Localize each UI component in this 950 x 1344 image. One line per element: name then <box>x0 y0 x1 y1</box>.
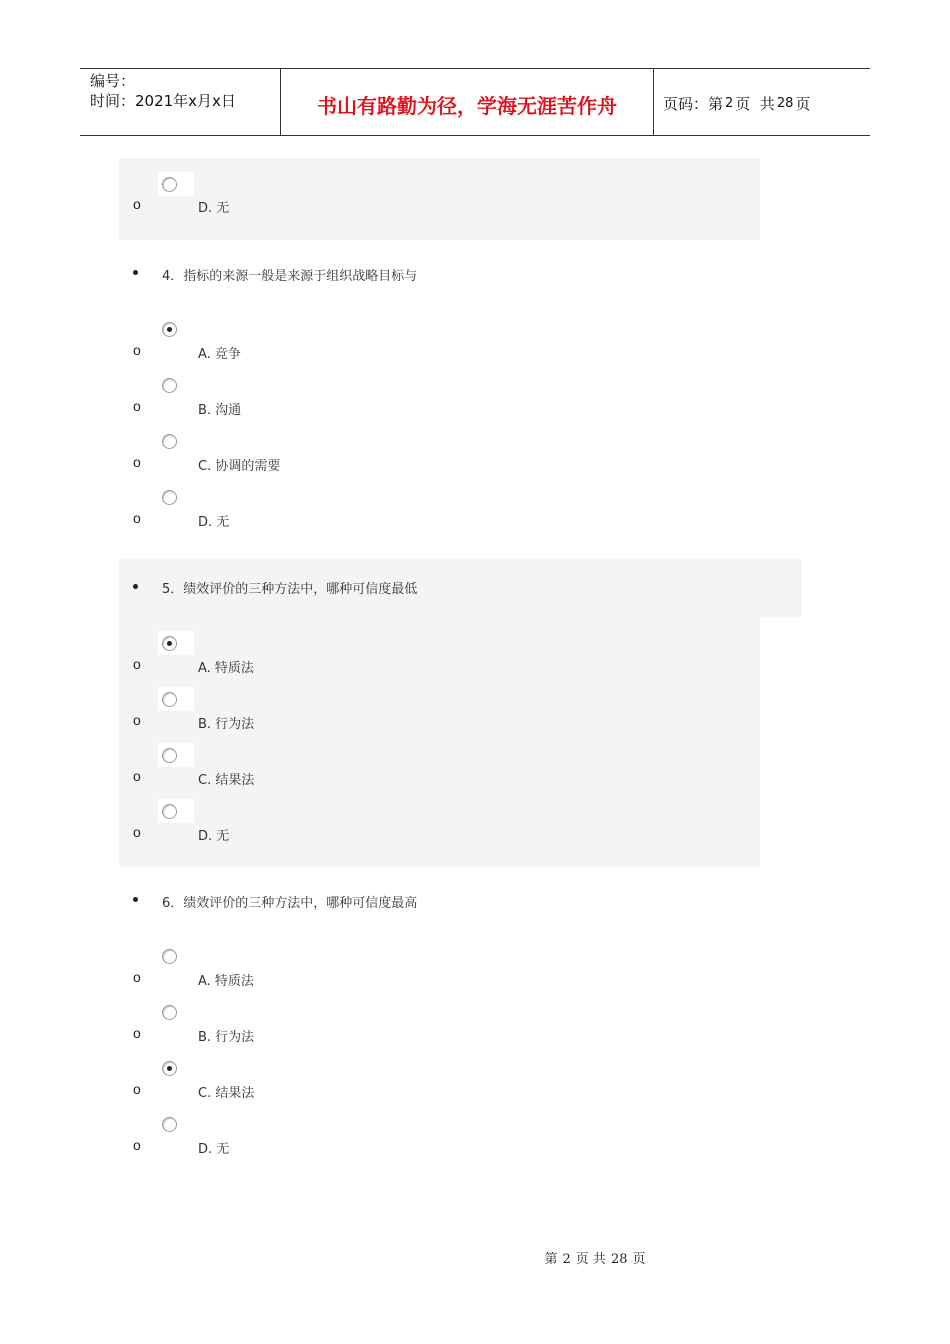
page-header <box>80 68 870 136</box>
list-bullet: o <box>133 1081 141 1097</box>
question-text: 5．绩效评价的三种方法中，哪种可信度最低 <box>162 582 418 597</box>
list-bullet: o <box>133 969 141 985</box>
list-bullet: o <box>133 342 141 358</box>
radio-button-b[interactable] <box>162 378 177 393</box>
number-label: 编号： <box>90 72 136 90</box>
header-page-number <box>654 69 870 135</box>
option-label: D. 无 <box>198 201 230 216</box>
list-bullet: o <box>133 510 141 526</box>
page-label-mid: 页 共 <box>735 94 775 113</box>
question-bullet <box>133 584 138 589</box>
list-bullet: o <box>133 1025 141 1041</box>
footer-current: 2 <box>562 1252 571 1267</box>
radio-button-c[interactable] <box>162 1061 177 1076</box>
question-text: 4．指标的来源一般是来源于组织战略目标与 <box>162 269 418 284</box>
radio-button-a[interactable] <box>162 949 177 964</box>
radio-button-d[interactable] <box>162 804 177 819</box>
footer-prefix: 第 <box>544 1252 558 1267</box>
radio-button[interactable] <box>162 177 177 192</box>
radio-button-d[interactable] <box>162 490 177 505</box>
list-bullet: o <box>133 656 141 672</box>
question-text: 6．绩效评价的三种方法中，哪种可信度最高 <box>162 896 418 911</box>
option-label-a: A. 特质法 <box>198 974 254 989</box>
list-bullet: o <box>133 1137 141 1153</box>
radio-button-c[interactable] <box>162 434 177 449</box>
question-bullet <box>133 897 138 902</box>
option-label-c: C. 结果法 <box>198 1086 255 1101</box>
page-total: 28 <box>776 95 794 111</box>
radio-button-b[interactable] <box>162 1005 177 1020</box>
list-bullet: o <box>133 768 141 784</box>
option-label-c: C. 结果法 <box>198 773 255 788</box>
footer-total: 28 <box>610 1252 628 1267</box>
question-bullet <box>133 270 138 275</box>
page-label-prefix: 页码：第 <box>663 94 724 113</box>
list-bullet: o <box>133 398 141 414</box>
time-label: 时间：2021年x月x日 <box>90 92 236 110</box>
header-meta <box>80 69 281 135</box>
option-label-b: B. 行为法 <box>198 717 255 732</box>
radio-button-c[interactable] <box>162 748 177 763</box>
option-label-d: D. 无 <box>198 1142 230 1157</box>
list-bullet: o <box>133 196 141 212</box>
footer-suffix: 页 <box>632 1252 646 1267</box>
option-label-a: A. 特质法 <box>198 661 254 676</box>
page-label-suffix: 页 <box>795 94 811 113</box>
option-label-d: D. 无 <box>198 829 230 844</box>
option-label-b: B. 沟通 <box>198 403 242 418</box>
radio-button-d[interactable] <box>162 1117 177 1132</box>
list-bullet: o <box>133 712 141 728</box>
radio-button-a[interactable] <box>162 322 177 337</box>
option-label-c: C. 协调的需要 <box>198 459 281 474</box>
page-current: 2 <box>725 95 734 111</box>
list-bullet: o <box>133 824 141 840</box>
option-label-a: A. 竞争 <box>198 347 241 362</box>
footer-mid: 页 共 <box>575 1252 606 1267</box>
option-label-b: B. 行为法 <box>198 1030 255 1045</box>
radio-button-a[interactable] <box>162 636 177 651</box>
header-motto: 书山有路勤为径，学海无涯苦作舟 <box>281 69 654 135</box>
option-label-d: D. 无 <box>198 515 230 530</box>
list-bullet: o <box>133 454 141 470</box>
radio-button-b[interactable] <box>162 692 177 707</box>
page-footer <box>0 1248 950 1267</box>
